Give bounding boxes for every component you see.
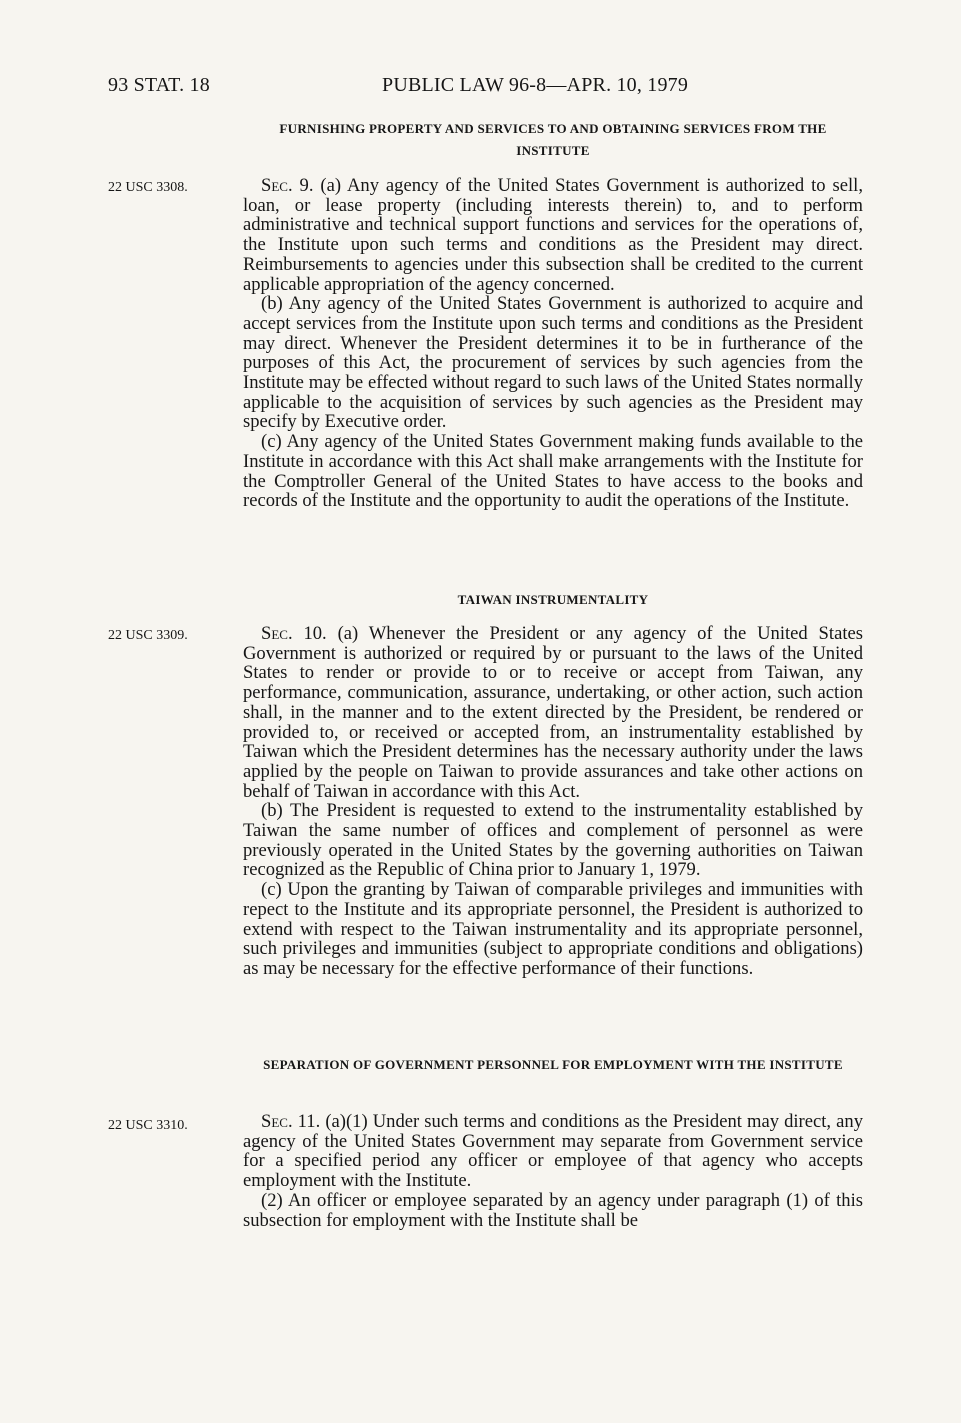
section-9-body [243, 176, 863, 511]
section-label: Sec. 11. [261, 1111, 321, 1132]
paragraph-text: (a) Any agency of the United States Government is authorized to sell, loan, or lease property (including interests therein) to, and to perform administrative and technical support functions and services for the operations of, the Institute upon such terms and conditions as the President may direct. Reimbursements to agencies under this subsection shall be credited to the current applicable appropriation of the agency concerned. [243, 175, 863, 295]
section-heading: TAIWAN INSTRUMENTALITY [457, 592, 649, 607]
section-label: Sec. 9. [261, 175, 314, 196]
stat-reference: 93 STAT. 18 [108, 74, 210, 96]
section-heading: FURNISHING PROPERTY AND SERVICES TO AND OBTAINING SERVICES FROM THE INSTITUTE [279, 121, 827, 158]
section-label: Sec. 10. [261, 623, 327, 644]
usc-citation: 22 USC 3310. [108, 1118, 188, 1133]
section-9 [243, 118, 863, 162]
paragraph: (2) An officer or employee separated by an agency under paragraph (1) of this subsection for employment with the Institute shall be [243, 1189, 863, 1231]
section-11-body [243, 1112, 863, 1230]
paragraph [243, 624, 863, 801]
section-heading: SEPARATION OF GOVERNMENT PERSONNEL FOR EMPLOYMENT WITH THE INSTITUTE [263, 1057, 843, 1072]
section-11 [243, 1054, 863, 1076]
paragraph: (c) Upon the granting by Taiwan of comparable privileges and immunities with repect to the Institute and its appropriate personnel, the President is authorized to extend with respect to the Taiwan instrumentality and its appropriate personnel, such privileges and immunities (subject to appropriate conditions and obligations) as may be necessary for the effective performance of their functions. [243, 879, 863, 979]
paragraph: (b) The President is requested to extend to the instrumentality established by Taiwan the same number of offices and complement of personnel as were previously operated in the United States by the governing authorities on Taiwan recognized as the Republic of China prior to January 1, 1979. [243, 800, 863, 881]
usc-citation: 22 USC 3308. [108, 180, 188, 195]
paragraph: (b) Any agency of the United States Government is authorized to acquire and accept services from the Institute upon such terms and conditions as the President may direct. Whenever the President determines it to be in furtherance of the purposes of this Act, the procurement of services by such agencies from the Institute may be effected without regard to such laws of the United States normally applicable to the acquisition of services by such agencies as the President may specify by Executive order. [243, 293, 863, 433]
paragraph: (c) Any agency of the United States Government making funds available to the Institute in accordance with this Act shall make arrangements with the Institute for the Comptroller General of the United States to have access to the books and records of the Institute and the opportunity to audit the operations of the Institute. [243, 431, 863, 512]
paragraph [243, 176, 863, 294]
paragraph-text: (a)(1) Under such terms and conditions as the President may direct, any agency of the United States Government may separate from Government service for a specified period any officer or employee of that agency who accepts employment with the Institute. [243, 1111, 863, 1192]
section-10 [243, 589, 863, 611]
law-title: PUBLIC LAW 96-8—APR. 10, 1979 [382, 74, 689, 96]
paragraph-text: (a) Whenever the President or any agency of the United States Government is authorized or required by or pursuant to the laws of the United States to render or provide to or to receive or accept from Taiwan, any performance, communication, assurance, undertaking, or other action, such action shall, in the manner and to the extent directed by the President, be rendered or provided to, or received or accepted from, an instrumentality established by Taiwan which the President determines has the necessary authority under the laws applied by the people on Taiwan to provide assurances and take other actions on behalf of Taiwan in accordance with this Act. [243, 623, 863, 802]
paragraph [243, 1112, 863, 1191]
section-10-body [243, 624, 863, 979]
usc-citation: 22 USC 3309. [108, 628, 188, 643]
